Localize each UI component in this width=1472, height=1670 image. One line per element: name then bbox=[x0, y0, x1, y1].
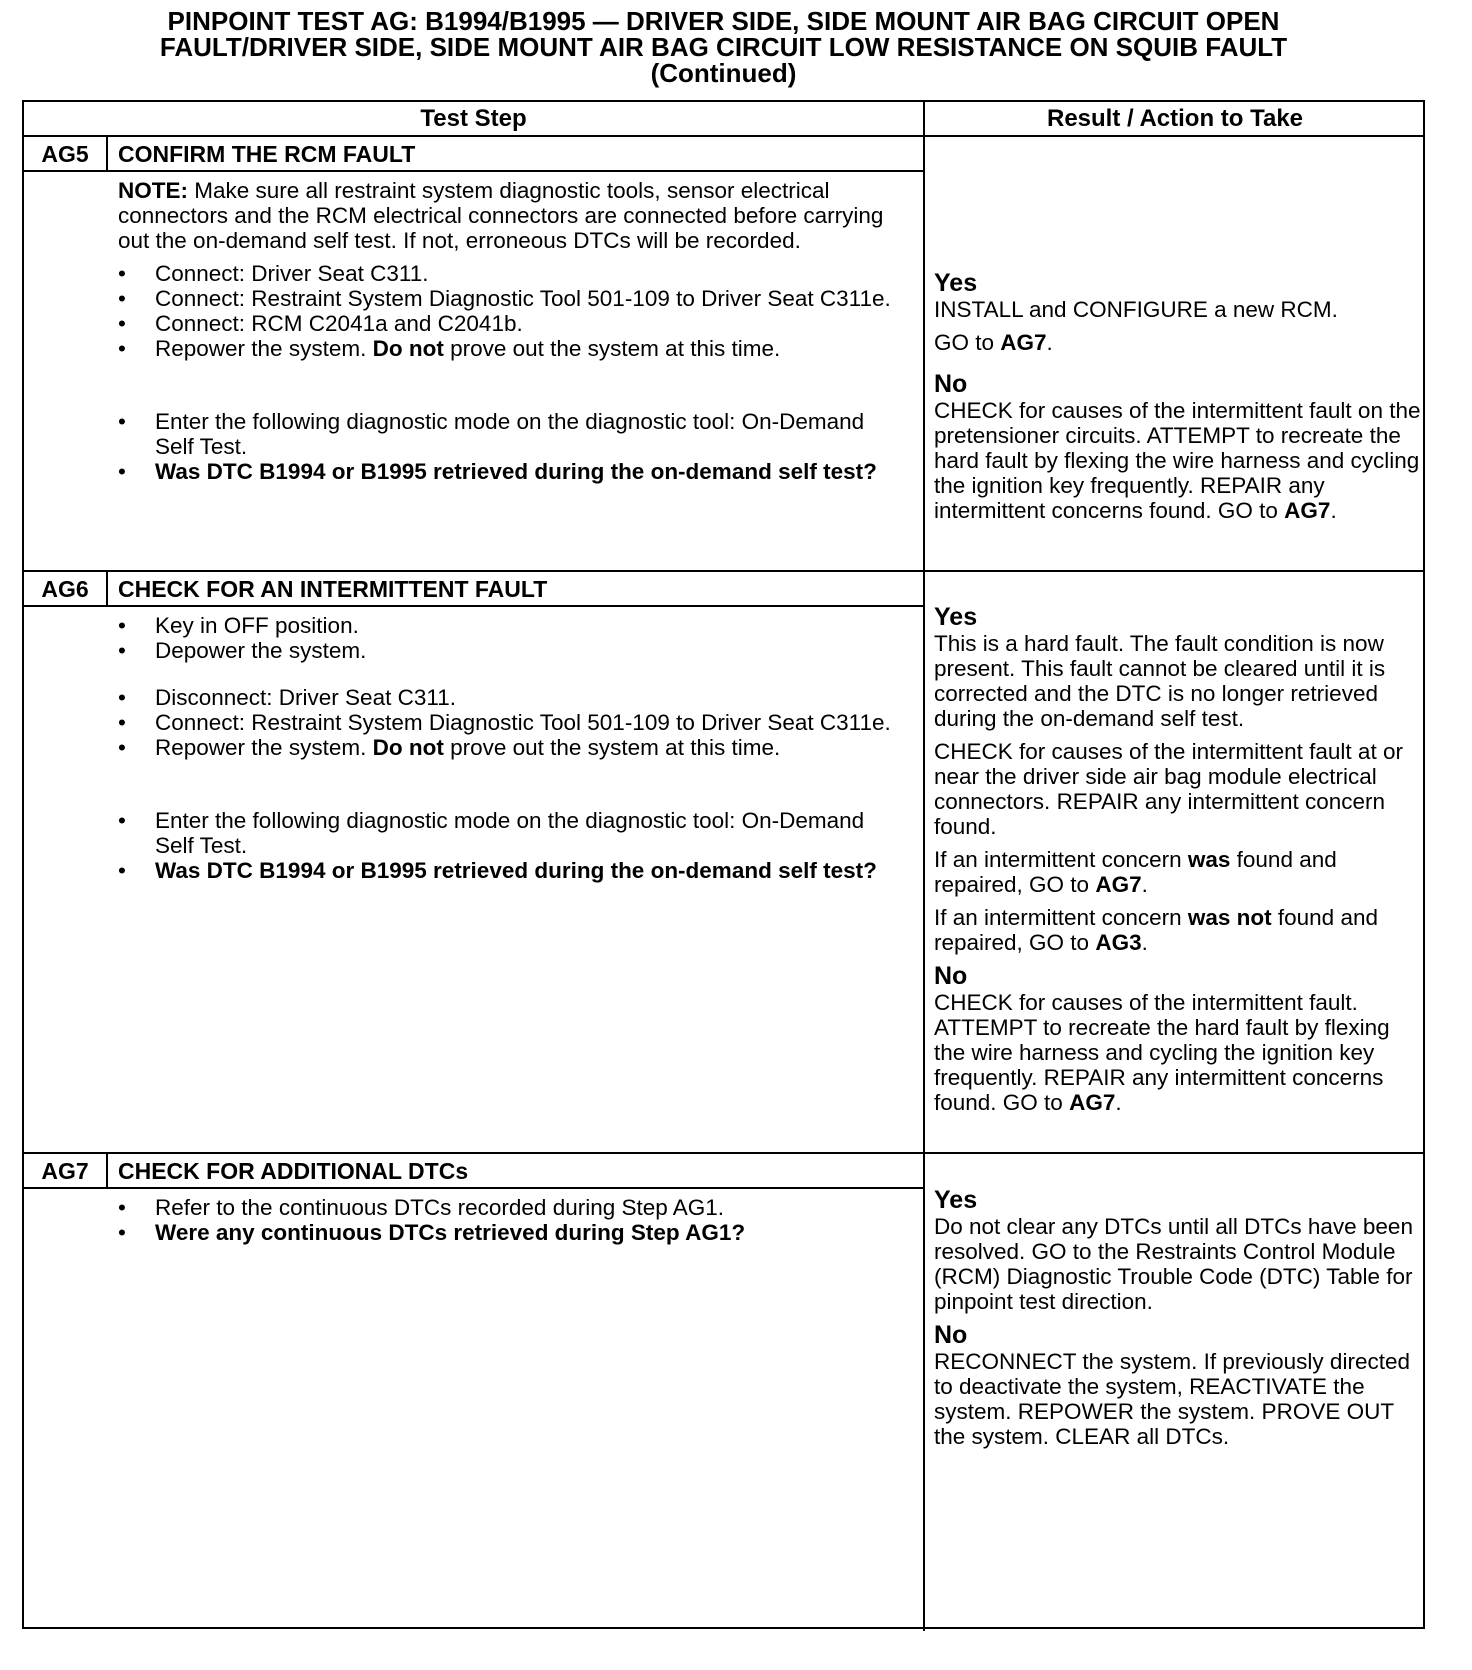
step-id-divider bbox=[106, 1154, 108, 1188]
header-result: Result / Action to Take bbox=[1046, 105, 1304, 132]
list-item: • Enter the following diagnostic mode on the diagnostic tool: On-Demand Self Test. bbox=[118, 409, 865, 459]
step-title-underline bbox=[24, 170, 923, 172]
list-item: • Connect: Driver Seat C311. bbox=[118, 261, 429, 286]
list-item: • Was DTC B1994 or B1995 retrieved during the on-demand self test? bbox=[118, 858, 877, 883]
was-not-found-goto: If an intermittent concern was not found and repaired, GO to AG3. bbox=[934, 905, 1378, 955]
step-id-ag6: AG6 bbox=[41, 576, 89, 602]
step-id-ag5: AG5 bbox=[41, 141, 89, 167]
step-content-ag5 bbox=[118, 178, 908, 484]
list-item: • Key in OFF position. bbox=[118, 613, 359, 638]
result-ag5 bbox=[934, 270, 1422, 523]
was-found-goto: If an intermittent concern was found and repaired, GO to AG7. bbox=[934, 847, 1337, 897]
list-item: • Enter the following diagnostic mode on the diagnostic tool: On-Demand Self Test. bbox=[118, 808, 865, 858]
list-item: • Repower the system. Do not prove out the system at this time. bbox=[118, 735, 781, 760]
yes-action: INSTALL and CONFIGURE a new RCM. bbox=[934, 297, 1338, 322]
page-title bbox=[22, 8, 1425, 86]
list-item: • Were any continuous DTCs retrieved during Step AG1? bbox=[118, 1220, 746, 1245]
yes-action: This is a hard fault. The fault condition is now present. This fault cannot be cleared until it is corrected and the DTC is no longer retrieved during the on-demand self test. bbox=[934, 631, 1386, 731]
list-item: • Refer to the continuous DTCs recorded during Step AG1. bbox=[118, 1195, 725, 1220]
no-label: No bbox=[934, 1321, 968, 1349]
yes-label: Yes bbox=[934, 603, 978, 631]
yes-label: Yes bbox=[934, 269, 978, 297]
pinpoint-test-table bbox=[22, 100, 1425, 1629]
result-ag7 bbox=[934, 1187, 1422, 1449]
list-item: • Connect: Restraint System Diagnostic Tool 501-109 to Driver Seat C311e. bbox=[118, 710, 891, 735]
title-line-3: (Continued) bbox=[650, 58, 797, 88]
list-item: • Depower the system. bbox=[118, 638, 367, 663]
step-title-underline bbox=[24, 605, 923, 607]
step-id-divider bbox=[106, 137, 108, 171]
yes-goto: GO to AG7. bbox=[934, 330, 1053, 355]
title-line-1: PINPOINT TEST AG: B1994/B1995 — DRIVER SIDE, SIDE MOUNT AIR BAG CIRCUIT OPEN bbox=[167, 6, 1280, 36]
result-ag6 bbox=[934, 604, 1422, 1115]
step-id-divider bbox=[106, 572, 108, 606]
header-test-step: Test Step bbox=[420, 105, 527, 132]
list-item: • Connect: RCM C2041a and C2041b. bbox=[118, 311, 523, 336]
step-title-ag6: CHECK FOR AN INTERMITTENT FAULT bbox=[118, 576, 548, 602]
no-label: No bbox=[934, 370, 968, 398]
list-item: • Was DTC B1994 or B1995 retrieved during the on-demand self test? bbox=[118, 459, 877, 484]
step-content-ag7 bbox=[118, 1195, 908, 1245]
no-action: CHECK for causes of the intermittent fault. ATTEMPT to recreate the hard fault by flexing the wire harness and cycling the ignition key frequently. REPAIR any intermittent concerns found. GO to AG7. bbox=[934, 990, 1390, 1115]
no-action: RECONNECT the system. If previously directed to deactivate the system, REACTIVATE the system. REPOWER the system. PROVE OUT the system. CLEAR all DTCs. bbox=[934, 1349, 1410, 1449]
list-item: • Disconnect: Driver Seat C311. bbox=[118, 685, 456, 710]
yes-action-2: CHECK for causes of the intermittent fault at or near the driver side air bag module electrical connectors. REPAIR any intermittent concern found. bbox=[934, 739, 1403, 839]
list-item: • Connect: Restraint System Diagnostic Tool 501-109 to Driver Seat C311e. bbox=[118, 286, 891, 311]
column-divider bbox=[923, 102, 925, 1631]
yes-label: Yes bbox=[934, 1186, 978, 1214]
step-id-ag7: AG7 bbox=[41, 1158, 89, 1184]
step-title-ag5: CONFIRM THE RCM FAULT bbox=[118, 141, 416, 167]
note: NOTE: Make sure all restraint system diagnostic tools, sensor electrical connectors and the RCM electrical connectors are connected before carrying out the on-demand self test. If not, erroneous DTCs will be recorded. bbox=[118, 178, 884, 253]
yes-action: Do not clear any DTCs until all DTCs have been resolved. GO to the Restraints Control Module (RCM) Diagnostic Trouble Code (DTC) Table for pinpoint test direction. bbox=[934, 1214, 1413, 1314]
step-title-ag7: CHECK FOR ADDITIONAL DTCs bbox=[118, 1158, 469, 1184]
title-line-2: FAULT/DRIVER SIDE, SIDE MOUNT AIR BAG CIRCUIT LOW RESISTANCE ON SQUIB FAULT bbox=[159, 32, 1288, 62]
no-label: No bbox=[934, 962, 968, 990]
list-item: • Repower the system. Do not prove out the system at this time. bbox=[118, 336, 781, 361]
step-content-ag6 bbox=[118, 613, 908, 883]
step-title-underline bbox=[24, 1187, 923, 1189]
no-action: CHECK for causes of the intermittent fault on the pretensioner circuits. ATTEMPT to recreate the hard fault by flexing the wire harness and cycling the ignition key frequently. REPAIR any intermittent concerns found. GO to AG7. bbox=[934, 398, 1421, 523]
